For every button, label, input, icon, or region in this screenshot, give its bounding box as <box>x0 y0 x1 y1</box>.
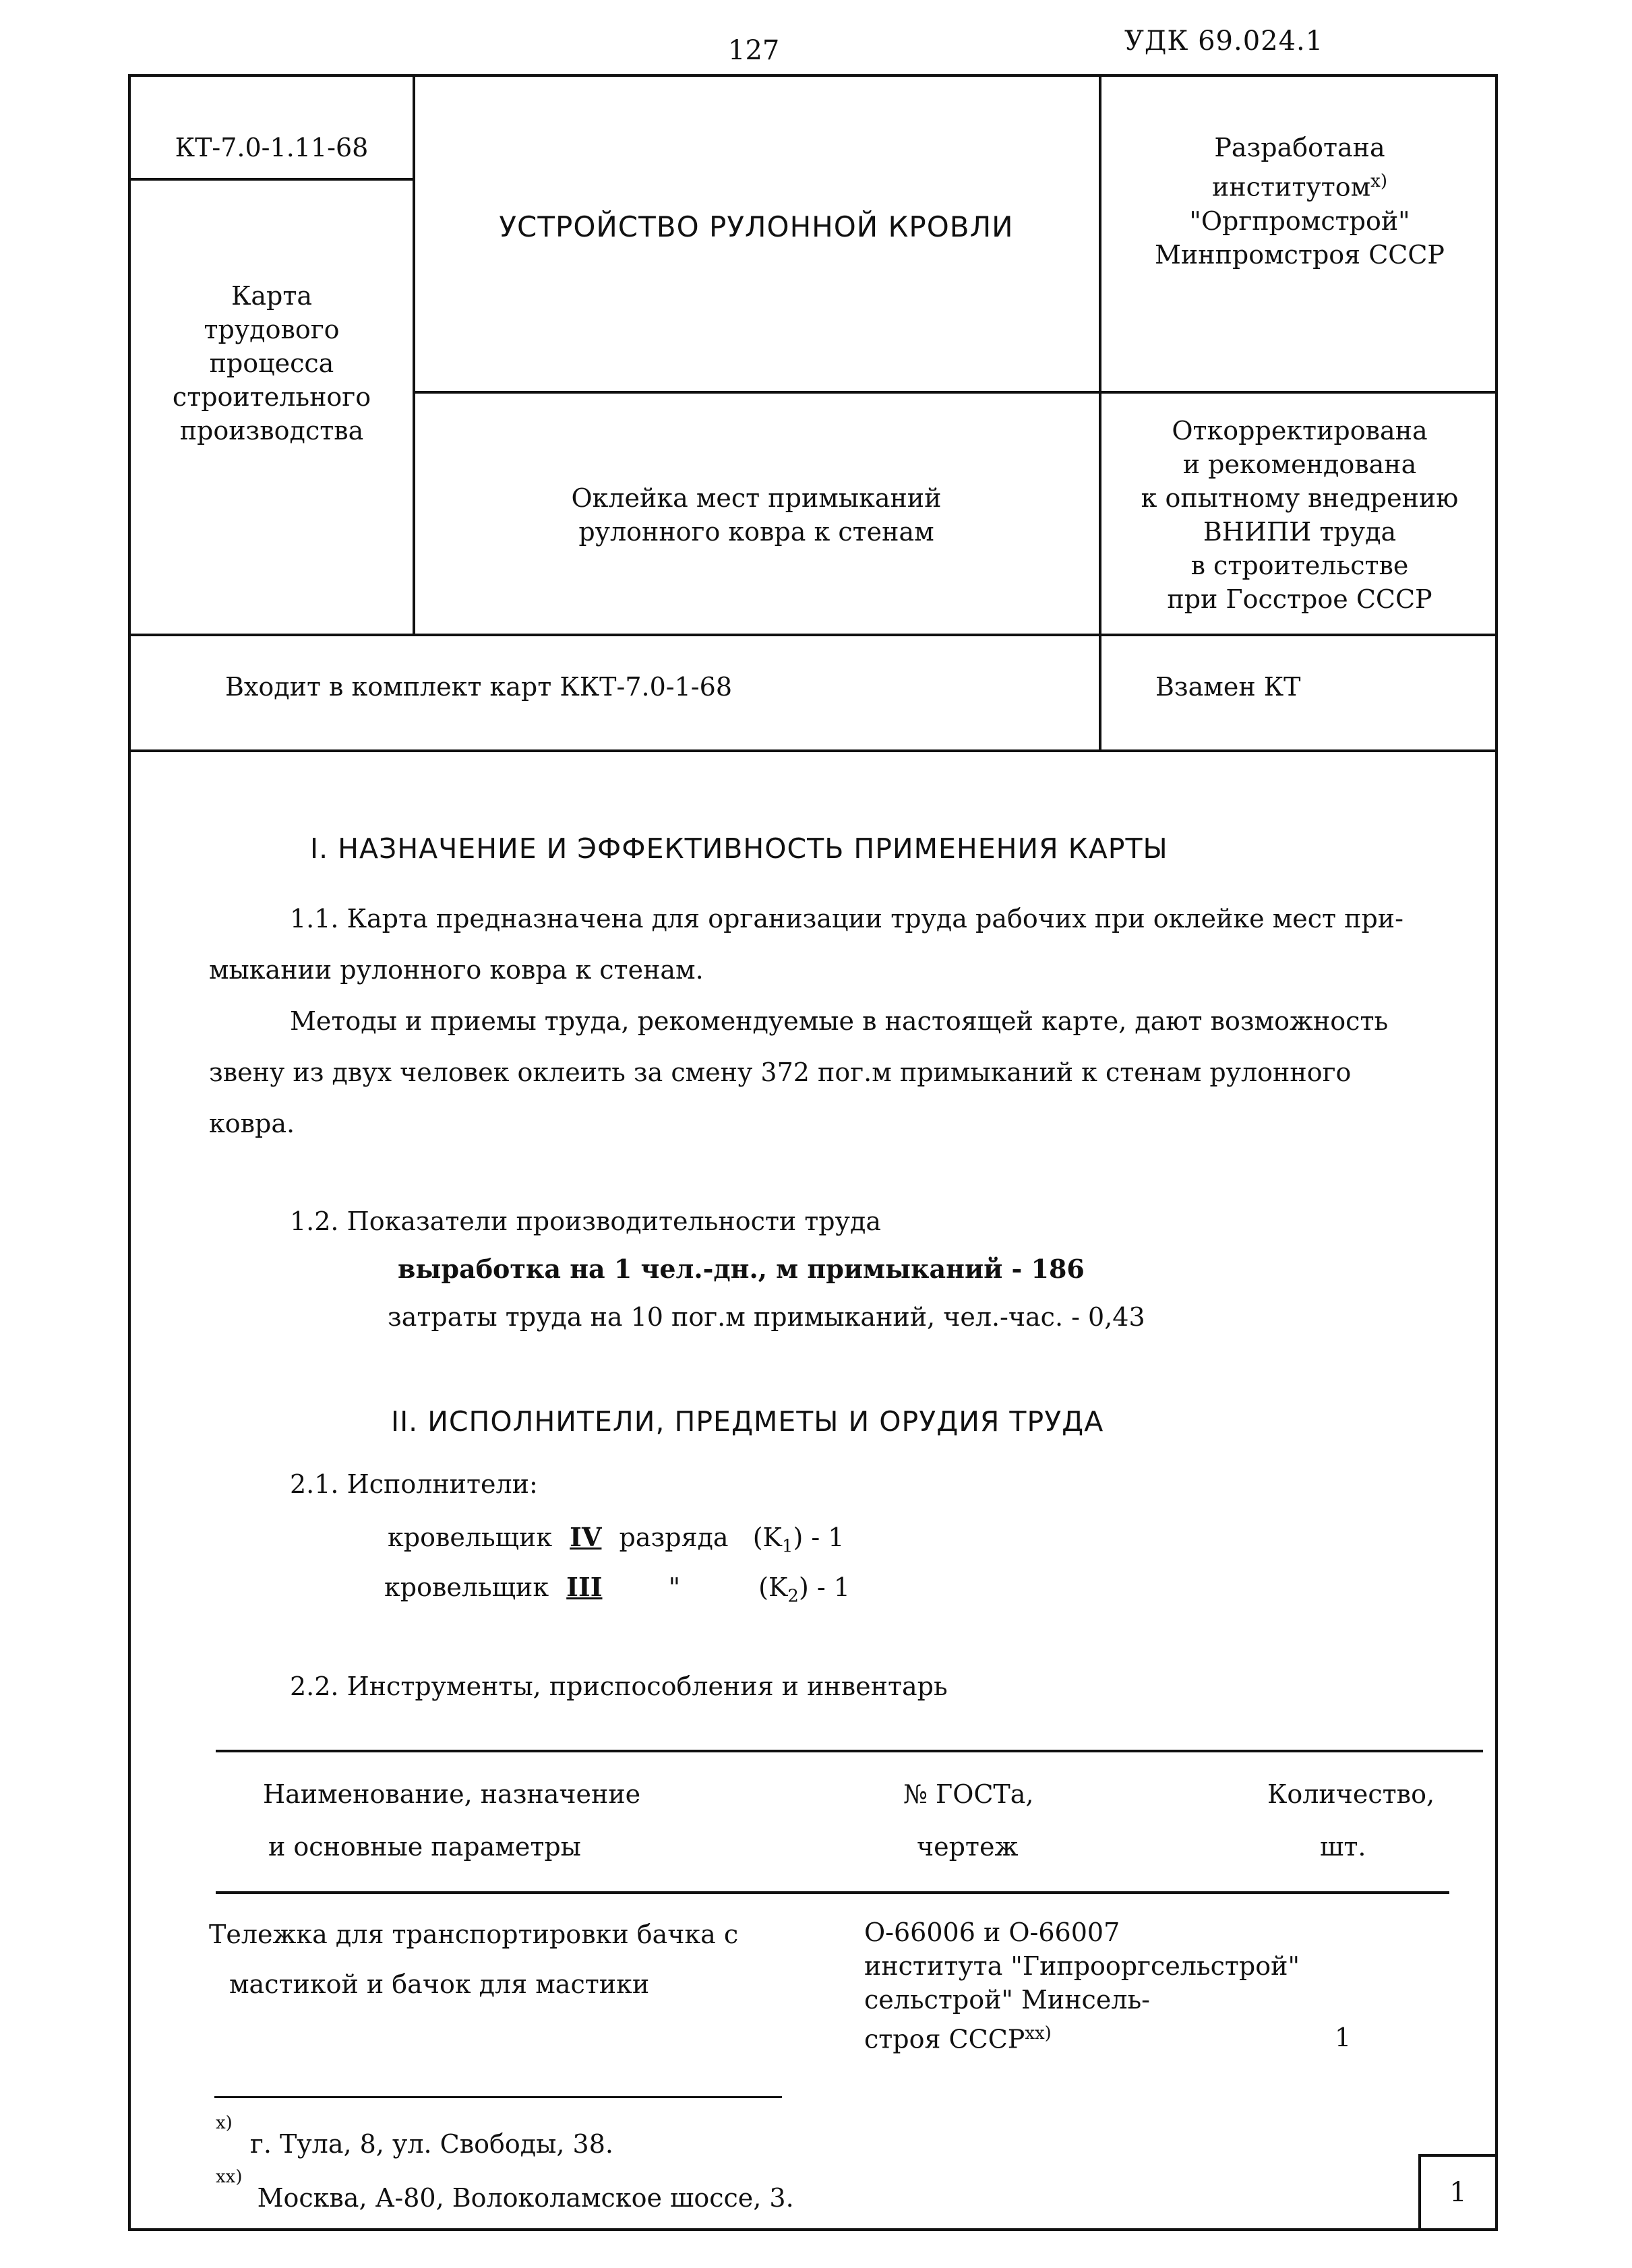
table-row-qty: 1 <box>1335 2023 1352 2052</box>
document-title: УСТРОЙСТВО РУЛОННОЙ КРОВЛИ <box>499 210 1014 243</box>
table-header-gost-1: № ГОСТа, <box>903 1779 1034 1809</box>
footnote-1: $^{х)}$ г. Тула, 8, ул. Свободы, 38. <box>216 2113 613 2159</box>
productivity-output: выработка на 1 чел.-дн., м примыканий - 186 <box>398 1254 1085 1284</box>
section-2-title: II. ИСПОЛНИТЕЛИ, ПРЕДМЕТЫ И ОРУДИЯ ТРУДА <box>391 1405 1104 1438</box>
card-type: Карта трудового процесса строительного производства <box>172 281 371 446</box>
header-rule-bottom <box>131 749 1498 752</box>
header-rule-lower <box>131 634 1498 636</box>
replaces-info: Взамен КТ <box>1155 672 1301 702</box>
footnote-2: $^{хх)}$ Москва, А-80, Волоколамское шоссе, 3. <box>216 2167 794 2213</box>
productivity-cost: затраты труда на 10 пог.м примыканий, чел.-час. - 0,43 <box>388 1302 1145 1332</box>
document-subtitle: Оклейка мест примыканий рулонного ковра к стенам <box>571 483 942 547</box>
table-top-rule <box>216 1750 1483 1752</box>
header-rule-code <box>131 178 414 181</box>
section-1-title: I. НАЗНАЧЕНИЕ И ЭФФЕКТИВНОСТЬ ПРИМЕНЕНИЯ КАРТЫ <box>310 832 1168 865</box>
worker-row-1: кровельщик IV разряда $(K_1) - 1$ <box>388 1522 845 1557</box>
tools-label: 2.2. Инструменты, приспособления и инвентарь <box>290 1672 948 1701</box>
set-info: Входит в комплект карт ККТ-7.0-1-68 <box>225 672 733 702</box>
page-number: 127 <box>728 35 780 66</box>
table-row-name: Тележка для транспортировки бачка с мастикой и бачок для мастики <box>209 1920 739 1999</box>
section-1-paragraph-1: 1.1. Карта предназначена для организации труда рабочих при оклейке мест при- мыкании рулонного ковра к стенам. Методы и приемы труда, рекомендуемые в настоящей карте, дают возможность звену из двух человек оклеить за смену 372 пог.м примыканий к стенам рулонного ковра. <box>209 904 1403 1138</box>
header-rule-middle <box>413 391 1498 394</box>
worker-row-2: кровельщик III " $(K_2) - 1$ <box>384 1572 850 1607</box>
table-header-qty-2: шт. <box>1320 1832 1366 1862</box>
table-header-qty-1: Количество, <box>1267 1779 1435 1809</box>
sheet-number: 1 <box>1449 2177 1467 2208</box>
header-divider-left <box>413 77 415 635</box>
developer-info: Разработана институтом$^{х)}$ "Оргпромстрой" Минпромстроя СССР <box>1154 133 1445 270</box>
card-code: КТ-7.0-1.11-68 <box>175 133 369 162</box>
corrector-info: Откорректирована и рекомендована к опытному внедрению ВНИПИ труда в строительстве при Госстрое СССР <box>1141 416 1459 614</box>
sheet-number-box <box>1418 2154 1498 2231</box>
table-header-name-1: Наименование, назначение <box>263 1779 641 1809</box>
footnote-rule <box>214 2096 782 2098</box>
table-header-gost-2: чертеж <box>917 1832 1019 1862</box>
udk-code: УДК 69.024.1 <box>1124 26 1324 57</box>
table-header-rule <box>216 1891 1449 1894</box>
table-header-name-2: и основные параметры <box>268 1832 581 1862</box>
performers-label: 2.1. Исполнители: <box>290 1469 538 1499</box>
document-frame <box>128 74 1498 2231</box>
productivity-label: 1.2. Показатели производительности труда <box>290 1206 882 1236</box>
table-row-gost: О-66006 и О-66007 института "Гипрооргсельстрой" сельстрой" Минсель- строя $СССР^{хх)}$ <box>864 1918 1300 2054</box>
